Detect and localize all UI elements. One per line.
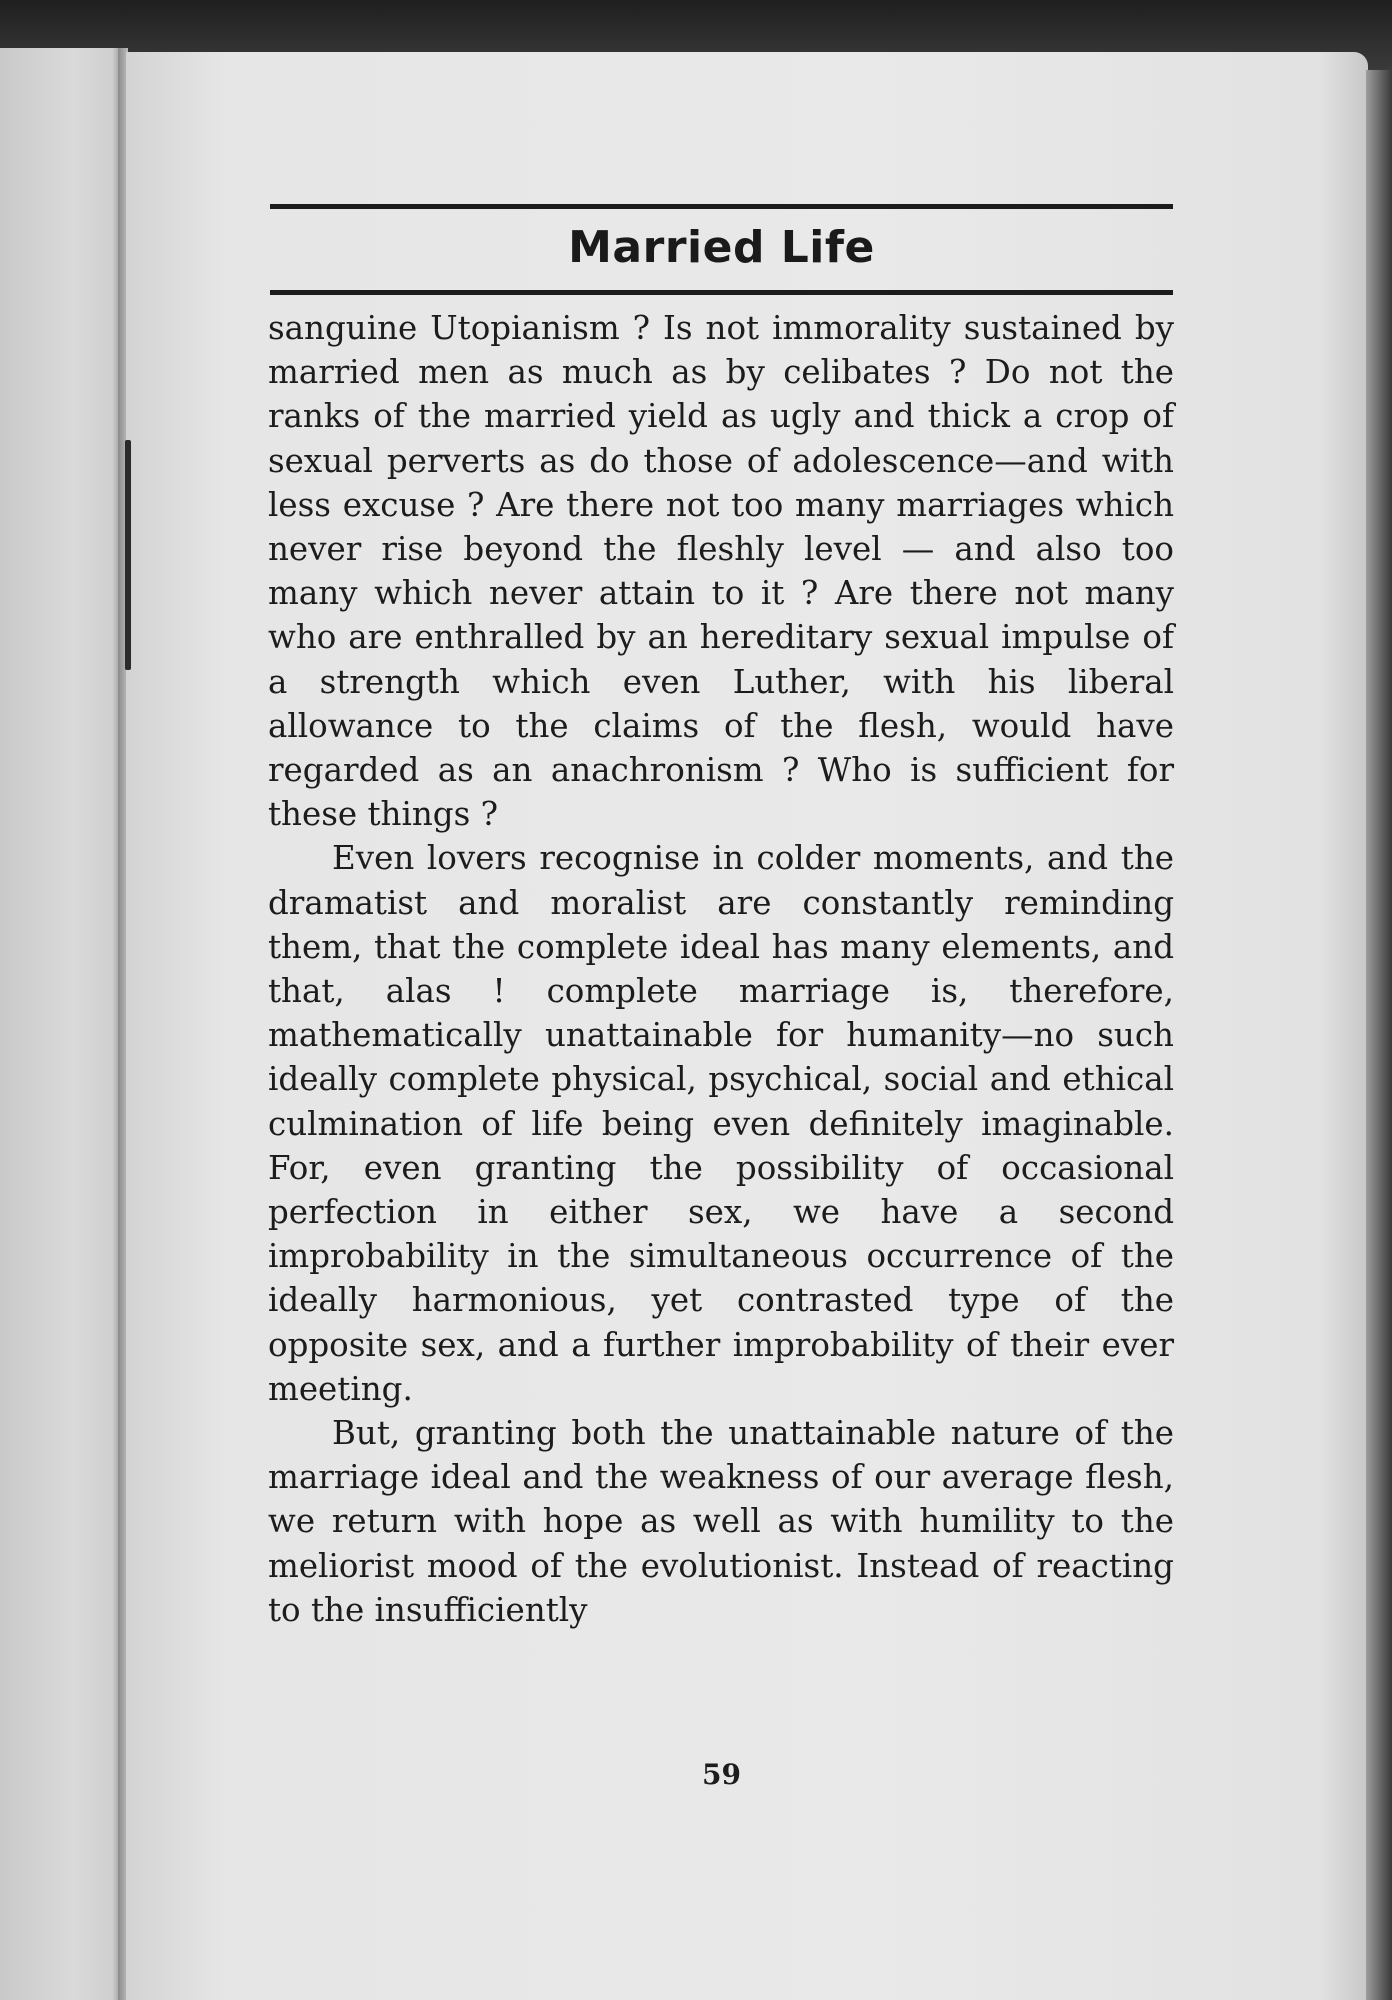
header-rule-top	[270, 204, 1173, 209]
paragraph: sanguine Utopianism ? Is not immorality sustained by married men as much as by celibates ? Do not the ranks of the married yield as ugly and thick a crop of sexual perverts as do those of adolescence—and with less excuse ? Are there not too many marriages which never rise beyond the fleshly level — and also too many which never attain to it ? Are there not many who are enthralled by an hereditary sexual impulse of a strength which even Luther, with his liberal allowance to the claims of the flesh, would have regarded as an anachronism ? Who is sufficient for these things ?	[268, 309, 1174, 834]
running-head: Married Life	[568, 222, 875, 273]
paragraph: Even lovers recognise in colder moments, and the dramatist and moralist are constantly reminding them, that the complete ideal has many elements, and that, alas ! complete marriage is, therefore, mathematically unattainable for humanity—no such ideally complete physical, psychical, social and ethical culmination of life being even definitely imaginable. For, even granting the possibility of occasional perfection in either sex, we have a second improbability in the simultaneous occurrence of the ideally harmonious, yet contrasted type of the opposite sex, and a further improbability of their ever meeting.	[268, 839, 1174, 1408]
paragraph: But, granting both the unattainable nature of the marriage ideal and the weakness of our average flesh, we return with hope as well as with humility to the meliorist mood of the evolutionist. Instead of reacting to the insufficiently	[268, 1414, 1174, 1629]
binding-mark	[125, 440, 131, 670]
header-rule-bottom	[270, 290, 1173, 295]
body-text	[268, 306, 1174, 1632]
page-edge-shadow	[1366, 70, 1392, 2000]
facing-page-edge	[0, 48, 122, 2000]
page-number: 59	[702, 1758, 741, 1791]
